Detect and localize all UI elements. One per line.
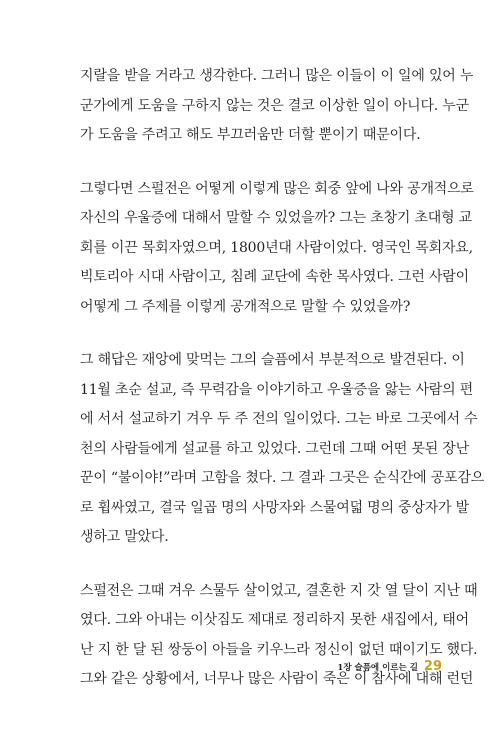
text-line: 그와 같은 상황에서, 너무나 많은 사람이 죽은 이 참사에 대해 런던 bbox=[80, 671, 474, 687]
text-line: 로 휩싸였고, 결국 일곱 명의 사망자와 스물여덟 명의 중상자가 발 bbox=[80, 499, 469, 516]
text-line: 난 지 한 달 된 쌍둥이 아들을 키우느라 정신이 없던 때이기도 했다. bbox=[80, 641, 478, 658]
text-line: 빅토리아 시대 사람이고, 침례 교단에 속한 목사였다. 그런 사람이 bbox=[80, 269, 469, 285]
text-line: 가 도움을 주려고 해도 부끄러움만 더할 뿐이기 때문이다. bbox=[80, 127, 421, 143]
text-line: 였다. 그와 아내는 이삿짐도 제대로 정리하지 못한 새집에서, 태어 bbox=[80, 612, 469, 628]
text-line: 생하고 말았다. bbox=[80, 529, 169, 545]
paragraph-2 bbox=[80, 175, 474, 323]
text-line: 그 해답은 재앙에 맞먹는 그의 슬픔에서 부분적으로 발견된다. 이 bbox=[80, 352, 465, 368]
text-line: 에 서서 설교하기 겨우 두 주 전의 일이었다. 그는 바로 그곳에서 수 bbox=[80, 411, 478, 427]
body-text bbox=[80, 62, 485, 719]
page-footer bbox=[337, 659, 442, 674]
text-line: 회를 이끈 목회자였으며, 1800년대 사람이었다. 영국인 목회자요, bbox=[80, 239, 473, 256]
text-line: 군가에게 도움을 구하지 않는 것은 결코 이상한 일이 아니다. 누군 bbox=[80, 97, 469, 114]
paragraph-4 bbox=[80, 577, 478, 695]
paragraph-3 bbox=[80, 346, 485, 553]
text-line: 지랄을 받을 거라고 생각한다. 그러니 많은 이들이 이 일에 있어 누 bbox=[80, 68, 474, 84]
paragraph-1 bbox=[80, 62, 474, 151]
page-number: 29 bbox=[423, 659, 442, 674]
text-line: 스펄전은 그때 겨우 스물두 살이었고, 결혼한 지 갓 열 달이 지난 때 bbox=[80, 582, 478, 599]
text-line: 천의 사람들에게 설교를 하고 있었다. 그런데 그때 어떤 못된 장난 bbox=[80, 440, 469, 457]
text-line: 어떻게 그 주제를 이렇게 공개적으로 말할 수 있었을까? bbox=[80, 298, 411, 315]
text-line: 11월 초순 설교, 즉 무력감을 이야기하고 우울증을 앓는 사람의 편 bbox=[80, 381, 474, 398]
text-line: 그렇다면 스펄전은 어떻게 이렇게 많은 회중 앞에 나와 공개적으로 bbox=[80, 180, 474, 197]
text-line: 꾼이 “불이야!”라며 고함을 쳤다. 그 결과 그곳은 순식간에 공포감으 bbox=[80, 470, 485, 486]
text-line: 자신의 우울증에 대해서 말할 수 있었을까? 그는 초창기 초대형 교 bbox=[80, 210, 472, 226]
running-title: 1장 슬픔에 이르는 길 bbox=[337, 663, 418, 673]
